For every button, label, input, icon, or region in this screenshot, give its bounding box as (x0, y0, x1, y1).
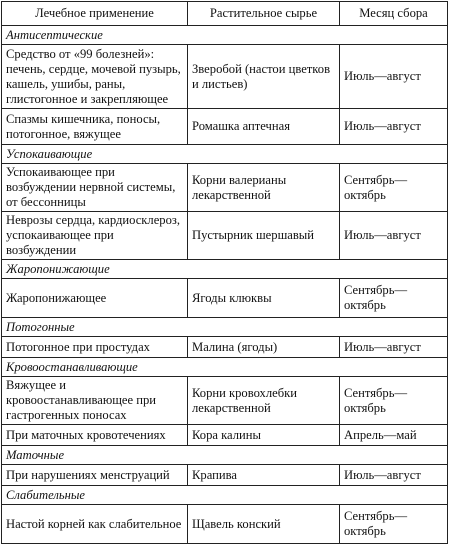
cell-raw-material: Зверобой (настои цветков и листьев) (188, 45, 340, 109)
table-row (2, 337, 448, 358)
cell-month: Сентябрь—октябрь (340, 377, 448, 425)
cell-application: Средство от «99 болезней»: печень, сердце, мочевой пузырь, кашель, ушибы, раны, глистогонное и закрепляющее (2, 45, 188, 109)
category-row (2, 358, 448, 377)
table-row (2, 377, 448, 425)
cell-month: Июль—август (340, 109, 448, 145)
cell-application: Настой корней как слабительное (2, 505, 188, 544)
header-raw-material: Растительное сырье (188, 2, 340, 26)
table-row (2, 164, 448, 212)
table-row (2, 212, 448, 260)
header-row (2, 2, 448, 26)
category-hemostatic: Кровоостанавливающие (2, 358, 448, 377)
table-row (2, 465, 448, 486)
category-diaphoretic: Потогонные (2, 318, 448, 337)
cell-raw-material: Кора калины (188, 425, 340, 446)
table-row (2, 425, 448, 446)
category-antipyretic: Жаропонижающие (2, 260, 448, 279)
cell-application: Спазмы кишечника, поносы, потогонное, вяжущее (2, 109, 188, 145)
herbal-table (1, 1, 448, 544)
cell-application: Жаропонижающее (2, 279, 188, 318)
header-month: Месяц сбора (340, 2, 448, 26)
cell-month: Июль—август (340, 337, 448, 358)
cell-application: При маточных кровотечениях (2, 425, 188, 446)
cell-month: Сентябрь—октябрь (340, 164, 448, 212)
cell-month: Июль—август (340, 45, 448, 109)
cell-application: Успокаивающее при возбуждении нервной системы, от бессонницы (2, 164, 188, 212)
category-row (2, 446, 448, 465)
cell-raw-material: Малина (ягоды) (188, 337, 340, 358)
cell-month: Сентябрь—октябрь (340, 505, 448, 544)
cell-application: Неврозы сердца, кардиосклероз, успокаивающее при возбуждении (2, 212, 188, 260)
cell-month: Июль—август (340, 465, 448, 486)
cell-application: Вяжущее и кровоостанавливающее при гастрогенных поносах (2, 377, 188, 425)
category-row (2, 145, 448, 164)
cell-raw-material: Щавель конский (188, 505, 340, 544)
header-application: Лечебное применение (2, 2, 188, 26)
cell-raw-material: Корни валерианы лекарственной (188, 164, 340, 212)
cell-month: Апрель—май (340, 425, 448, 446)
cell-raw-material: Крапива (188, 465, 340, 486)
category-row (2, 26, 448, 45)
cell-month: Июль—август (340, 212, 448, 260)
category-laxative: Слабительные (2, 486, 448, 505)
cell-application: При нарушениях менструаций (2, 465, 188, 486)
category-row (2, 318, 448, 337)
category-antiseptic: Антисептические (2, 26, 448, 45)
table-row (2, 109, 448, 145)
cell-month: Сентябрь—октябрь (340, 279, 448, 318)
cell-raw-material: Корни кровохлебки лекарственной (188, 377, 340, 425)
table-row (2, 505, 448, 544)
table-row (2, 45, 448, 109)
cell-raw-material: Пустырник шершавый (188, 212, 340, 260)
cell-raw-material: Ягоды клюквы (188, 279, 340, 318)
cell-application: Потогонное при простудах (2, 337, 188, 358)
table-row (2, 279, 448, 318)
category-uterine: Маточные (2, 446, 448, 465)
category-row (2, 486, 448, 505)
category-row (2, 260, 448, 279)
category-sedative: Успокаивающие (2, 145, 448, 164)
cell-raw-material: Ромашка аптечная (188, 109, 340, 145)
